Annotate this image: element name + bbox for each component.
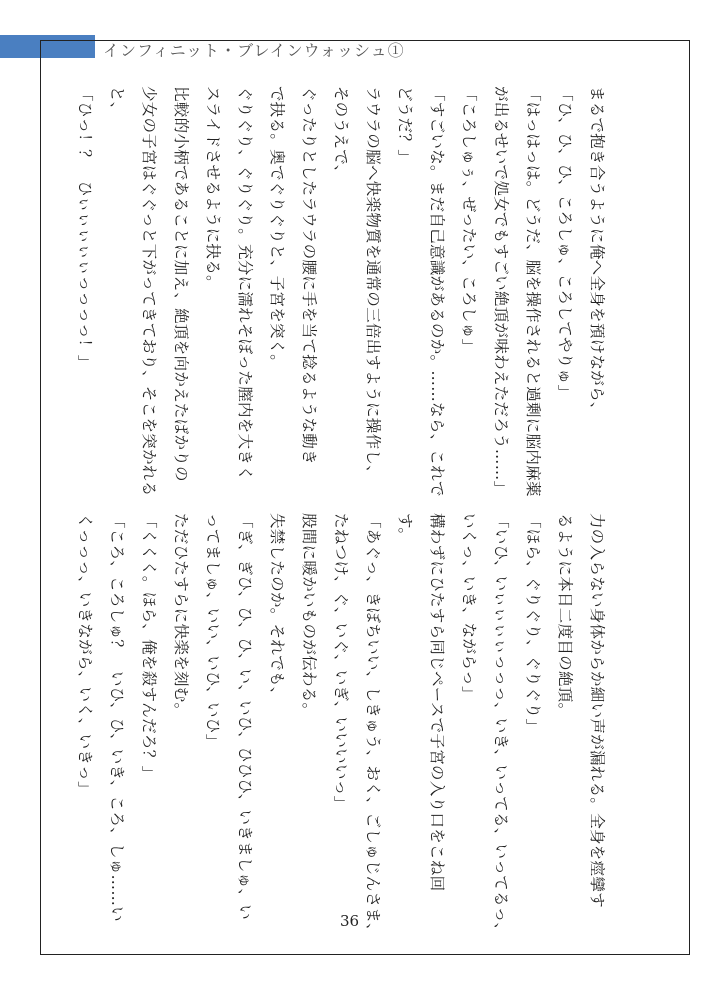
text-line: ってましゅ、いい、いひ、いひ」: [204, 513, 222, 750]
text-line: 少女の子宮はぐぐっと下がってきており、そこを突かれる: [140, 86, 158, 497]
text-line: 「ひっ！？ ひぃぃぃぃぃっっっっ！」: [76, 86, 94, 371]
text-line: 「ぎ、ぎひ、ひ、ひ、い、いひ、ひひひ、いきましゅ、い: [236, 513, 254, 921]
text-line: ぐったりとしたラウラの腰に手を当て捻るような動き: [300, 86, 318, 465]
upper-text-block: [69, 86, 613, 516]
text-line: 「ほら、ぐりぐり、ぐりぐり」: [524, 513, 542, 735]
text-line: 「はっはっは。どうだ、脳を操作されると過剰に脳内麻薬: [524, 86, 542, 497]
text-line: るように本日二度目の絶頂。: [556, 513, 574, 719]
text-line: 股間に暖かいものが伝わる。: [300, 513, 318, 719]
text-line: たねつけ、ぐ、いぐ、いぎ、いいいいっ」: [332, 513, 350, 812]
text-line: 「ひ、ひ、ひ、ころしゅ、ころしてやりゅ」: [556, 86, 574, 401]
text-line: どうだ？」: [396, 86, 414, 166]
text-line: 比較的小柄であることに加え、絶頂を向かえたばかりの: [172, 86, 190, 482]
text-line: いくっ、いき、ながらっ」: [460, 513, 478, 702]
page-number: 36: [340, 912, 360, 930]
text-line: スライドさせるように抉る。: [204, 86, 222, 291]
text-line: そのうえで、: [332, 86, 350, 181]
text-line: す。: [396, 513, 414, 544]
text-line: くっっっ、いきながら、いく、いきっ」: [76, 513, 94, 797]
text-line: で抉る。奥でぐりぐりと、子宮を突く。: [268, 86, 286, 371]
running-header-title: インフィニット・ブレインウォッシュ①: [103, 41, 405, 60]
text-line: 失禁したのか。それでも、: [268, 513, 286, 703]
text-line: ラウラの脳へ快楽物質を通常の三倍出すように操作し、: [364, 86, 382, 482]
text-line: ぐりぐり、ぐりぐり。充分に濡れそぼった膣内を大きく: [236, 86, 254, 482]
text-line: 「いひ、いぃぃぃぃっっっ、いき、いってる、いってるっ、: [492, 513, 510, 939]
text-line: と、: [108, 86, 126, 118]
text-line: まるで抱き合うように俺へ全身を預けながら、: [588, 86, 606, 418]
text-line: 「くくく。ほら、俺を殺すんだろ？」: [140, 513, 158, 782]
text-line: 力の入らない身体からか細い声が漏れる。全身を痙攣す: [588, 513, 606, 909]
lower-text-block: [69, 513, 613, 943]
text-line: 「あぐっ、きぼちいい、しきゅう、おく、ごしゅじんさま、: [364, 513, 382, 939]
text-line: 構わずにひたすら同じペースで子宮の入り口をこね回: [428, 513, 446, 892]
text-line: 「すごいな。まだ自己意識があるのか。……なら、これで: [428, 86, 446, 497]
text-line: 「ころしゅぅ、ぜったい、ころしゅ」: [460, 86, 478, 355]
text-line: ただひたすらに快楽を刻む。: [172, 513, 190, 719]
text-line: 「ころ、ころしゅ？ いひ、ひ、いき、ころ、しゅ……い: [108, 513, 126, 922]
text-line: が出るせいで処女でもすごい絶頂が味わえただろう……」: [492, 86, 510, 497]
